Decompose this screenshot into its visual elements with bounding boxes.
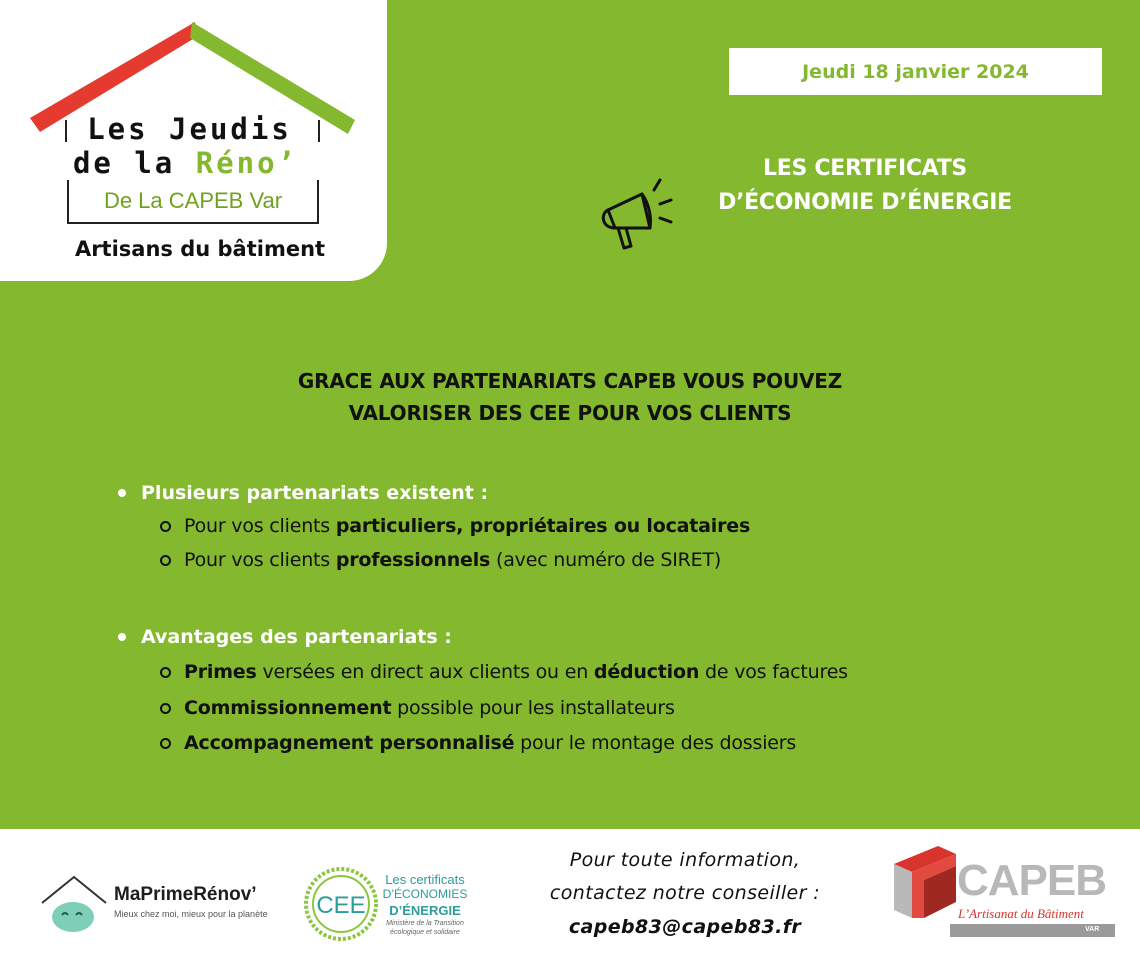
megaphone-icon xyxy=(598,172,678,254)
logo-line2-accent: Réno’ xyxy=(195,146,299,180)
maprimerenov-tagline: Mieux chez moi, mieux pour la planète xyxy=(114,909,268,919)
main-title-line1: GRACE AUX PARTENARIATS CAPEB VOUS POUVEZ xyxy=(297,369,843,393)
item-text: pour le montage des dossiers xyxy=(514,732,797,754)
bullet-ring xyxy=(160,667,171,678)
logo-title-line2 xyxy=(0,146,379,180)
topic-heading-line2: D’ÉCONOMIE D’ÉNERGIE xyxy=(718,190,1012,215)
topic-heading-line1: LES CERTIFICATS xyxy=(763,156,967,181)
capeb-region: VAR xyxy=(1085,926,1100,933)
bullet-ring xyxy=(160,703,171,714)
event-date: Jeudi 18 janvier 2024 xyxy=(729,48,1102,95)
cee-line1: Les certificats xyxy=(385,872,465,887)
item-text: Pour vos clients xyxy=(184,549,330,571)
logo-card xyxy=(0,0,387,281)
item-text: versées en direct aux clients ou en xyxy=(256,661,594,683)
bullet-ring xyxy=(160,738,171,749)
topic-heading xyxy=(680,152,1050,220)
bullet-ring xyxy=(160,555,171,566)
section-title-avantages xyxy=(118,626,452,648)
maprimerenov-name: MaPrimeRénov’ xyxy=(114,884,257,905)
item-text: de vos factures xyxy=(699,661,848,683)
list-item xyxy=(160,732,796,754)
item-text: possible pour les installateurs xyxy=(391,697,675,719)
bullet-ring xyxy=(160,521,171,532)
item-bold: Commissionnement xyxy=(184,697,392,719)
logo-line2-prefix: de la xyxy=(72,146,196,180)
item-bold: professionnels xyxy=(335,549,491,571)
bullet-dot xyxy=(118,633,126,641)
cee-line5: écologique et solidaire xyxy=(390,929,460,936)
main-title-line2: VALORISER DES CEE POUR VOS CLIENTS xyxy=(348,401,792,425)
section2-title-text: Avantages des partenariats : xyxy=(141,626,452,648)
logo-tagline: Artisans du bâtiment xyxy=(74,237,326,261)
cee-badge-icon xyxy=(303,866,379,942)
capeb-tagline: L’Artisanat du Bâtiment xyxy=(958,906,1084,921)
contact-email[interactable]: capeb83@capeb83.fr xyxy=(568,916,802,938)
cee-line3: D’ÉNERGIE xyxy=(389,903,461,918)
cee-badge-label: CEE xyxy=(316,892,366,919)
contact-line1: Pour toute information, xyxy=(569,849,801,871)
section1-title-text: Plusieurs partenariats existent : xyxy=(141,482,489,504)
logo-title-line1: Les Jeudis xyxy=(87,112,292,146)
capeb-name: CAPEB xyxy=(957,856,1107,905)
logo-subtitle: De La CAPEB Var xyxy=(103,188,283,213)
list-item xyxy=(160,549,721,571)
cee-line2: D’ÉCONOMIES xyxy=(382,887,468,901)
section-title-partenariats xyxy=(118,482,488,504)
item-bold: déduction xyxy=(593,661,700,683)
item-bold: Accompagnement personnalisé xyxy=(184,732,515,754)
item-bold: particuliers, propriétaires ou locataires xyxy=(335,515,751,537)
main-title xyxy=(170,365,970,429)
bullet-dot xyxy=(118,489,126,497)
list-item xyxy=(160,697,675,719)
item-bold: Primes xyxy=(184,661,257,683)
capeb-cube-icon xyxy=(888,842,963,924)
cee-line4: Ministère de la Transition xyxy=(386,920,464,927)
item-text: (avec numéro de SIRET) xyxy=(490,549,722,571)
item-text: Pour vos clients xyxy=(184,515,330,537)
maprimerenov-house-icon xyxy=(40,875,110,935)
list-item xyxy=(160,515,750,537)
contact-line2: contactez notre conseiller : xyxy=(549,882,821,904)
list-item xyxy=(160,661,848,683)
